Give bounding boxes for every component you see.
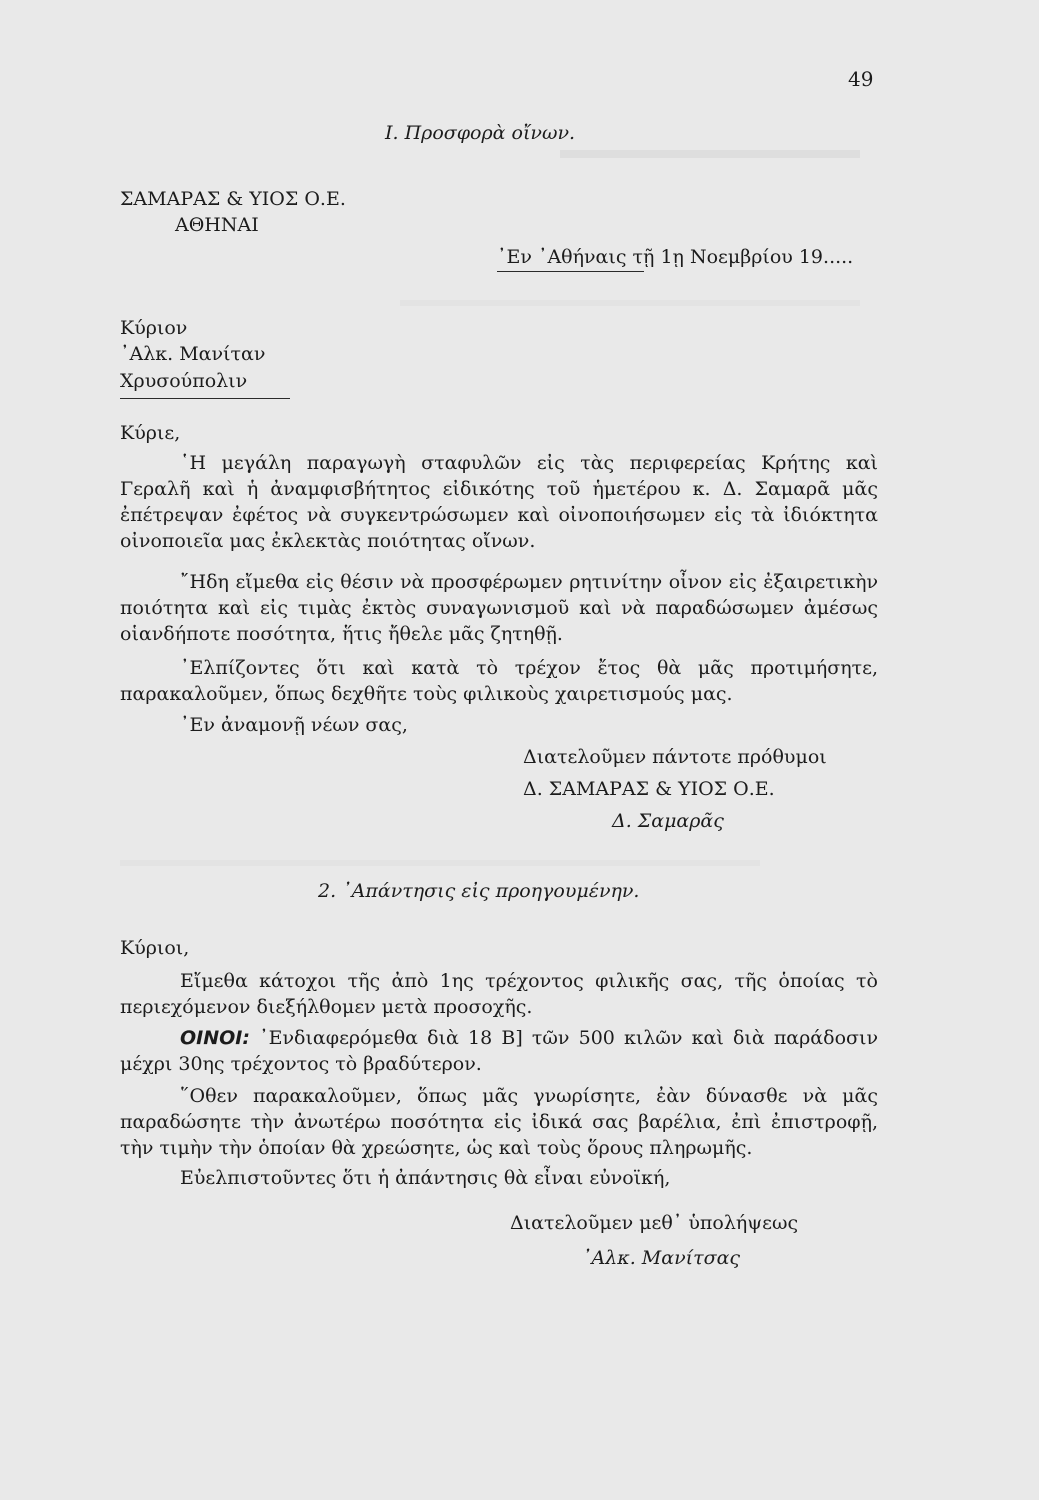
recipient-line: Κύριον [120, 317, 188, 339]
letter2-paragraph: Εἴμεθα κάτοχοι τῆς ἀπὸ 1ης τρέχοντος φιλικῆς σας, τῆς ὁποίας τὸ περιεχόμενον διεξήλθομεν μετὰ προσοχῆς. [120, 970, 878, 1018]
letter1-signature: Δ. Σαμαρᾶς [612, 810, 724, 832]
sender-name: ΣΑΜΑΡΑΣ & ΥΙΟΣ Ο.Ε. [120, 188, 346, 210]
sender-city: ΑΘΗΝΑΙ [175, 214, 259, 236]
letter1-heading: Ι. Προσφορὰ οἴνων. [385, 122, 576, 144]
recipient-underline [120, 398, 290, 399]
page-number: 49 [848, 67, 874, 91]
letter2-closing: Εὐελπιστοῦντες ὅτι ἡ ἀπάντησις θὰ εἶναι εὐνοϊκή, [180, 1167, 671, 1189]
salutation: Κύριε, [120, 422, 181, 444]
date-line: ᾿Εν ᾿Αθήναις τῇ 1ῃ Νοεμβρίου 19..... [497, 246, 854, 268]
letter1-sign-off: Διατελοῦμεν πάντοτε πρόθυμοι [523, 746, 827, 768]
letter2-paragraph-wines [120, 1025, 878, 1077]
letter2-paragraph: ῞Οθεν παρακαλοῦμεν, ὅπως μᾶς γνωρίσητε, ἐὰν δύνασθε νὰ μᾶς παραδώσητε τὴν ἀνωτέρω ποσότητα εἰς ἰδικά σας βαρέλια, ἐπὶ ἐπιστροφῇ, τὴν τιμὴν τὴν ὁποίαν θὰ χρεώσητε, ὡς καὶ τοὺς ὅρους πληρωμῆς. [120, 1085, 878, 1159]
letter2-heading: 2. ᾿Απάντησις εἰς προηγουμένην. [318, 880, 640, 902]
letter1-closing: ᾿Εν ἀναμονῇ νέων σας, [180, 714, 408, 736]
letter1-paragraph: ῎Ηδη εἴμεθα εἰς θέσιν νὰ προσφέρωμεν ρητινίτην οἶνον εἰς ἐξαιρετικὴν ποιότητα καὶ εἰς τιμὰς ἐκτὸς συναγωνισμοῦ καὶ νὰ παραδώσωμεν ἀμέσως οἱανδήποτε ποσότητα, ἥτις ἤθελε μᾶς ζητηθῇ. [120, 571, 878, 645]
recipient-line: Χρυσούπολιν [120, 370, 248, 392]
letter2-sign-off: Διατελοῦμεν μεθ᾿ ὑπολήψεως [510, 1212, 799, 1234]
bleed-through-decoration [560, 150, 860, 168]
letter1-paragraph: ᾿Ελπίζοντες ὅτι καὶ κατὰ τὸ τρέχον ἔτος θὰ μᾶς προτιμήσητε, παρακαλοῦμεν, ὅπως δεχθῆτε τοὺς φιλικοὺς χαιρετισμούς μας. [120, 657, 878, 705]
wines-label: ΟΙΝΟΙ: [180, 1027, 250, 1049]
bleed-through-decoration [400, 300, 860, 316]
bleed-through-decoration [120, 860, 760, 876]
recipient-line: ᾿Αλκ. Μανίταν [120, 343, 266, 365]
wines-text: ᾿Ενδιαφερόμεθα διὰ 18 Β] τῶν 500 κιλῶν καὶ διὰ παράδοσιν μέχρι 30ης τρέχοντος τὸ βραδύτερον. [120, 1027, 878, 1075]
letter2-signature: ᾿Αλκ. Μανίτσας [582, 1247, 741, 1269]
letter1-paragraph: ῾Η μεγάλη παραγωγὴ σταφυλῶν εἰς τὰς περιφερείας Κρήτης καὶ Γεραλῆ καὶ ἡ ἀναμφισβήτητος εἰδικότης τοῦ ἡμετέρου κ. Δ. Σαμαρᾶ μᾶς ἐπέτρεψαν ἐφέτος νὰ συγκεντρώσωμεν καὶ οἰνοποιήσωμεν εἰς τὰ ἰδιόκτητα οἰνοποιεῖα μας ἐκλεκτὰς ποιότητας οἴνων. [120, 452, 878, 552]
company-name: Δ. ΣΑΜΑΡΑΣ & ΥΙΟΣ Ο.Ε. [523, 778, 775, 800]
date-underline [497, 271, 644, 272]
letter2-salutation: Κύριοι, [120, 937, 190, 959]
